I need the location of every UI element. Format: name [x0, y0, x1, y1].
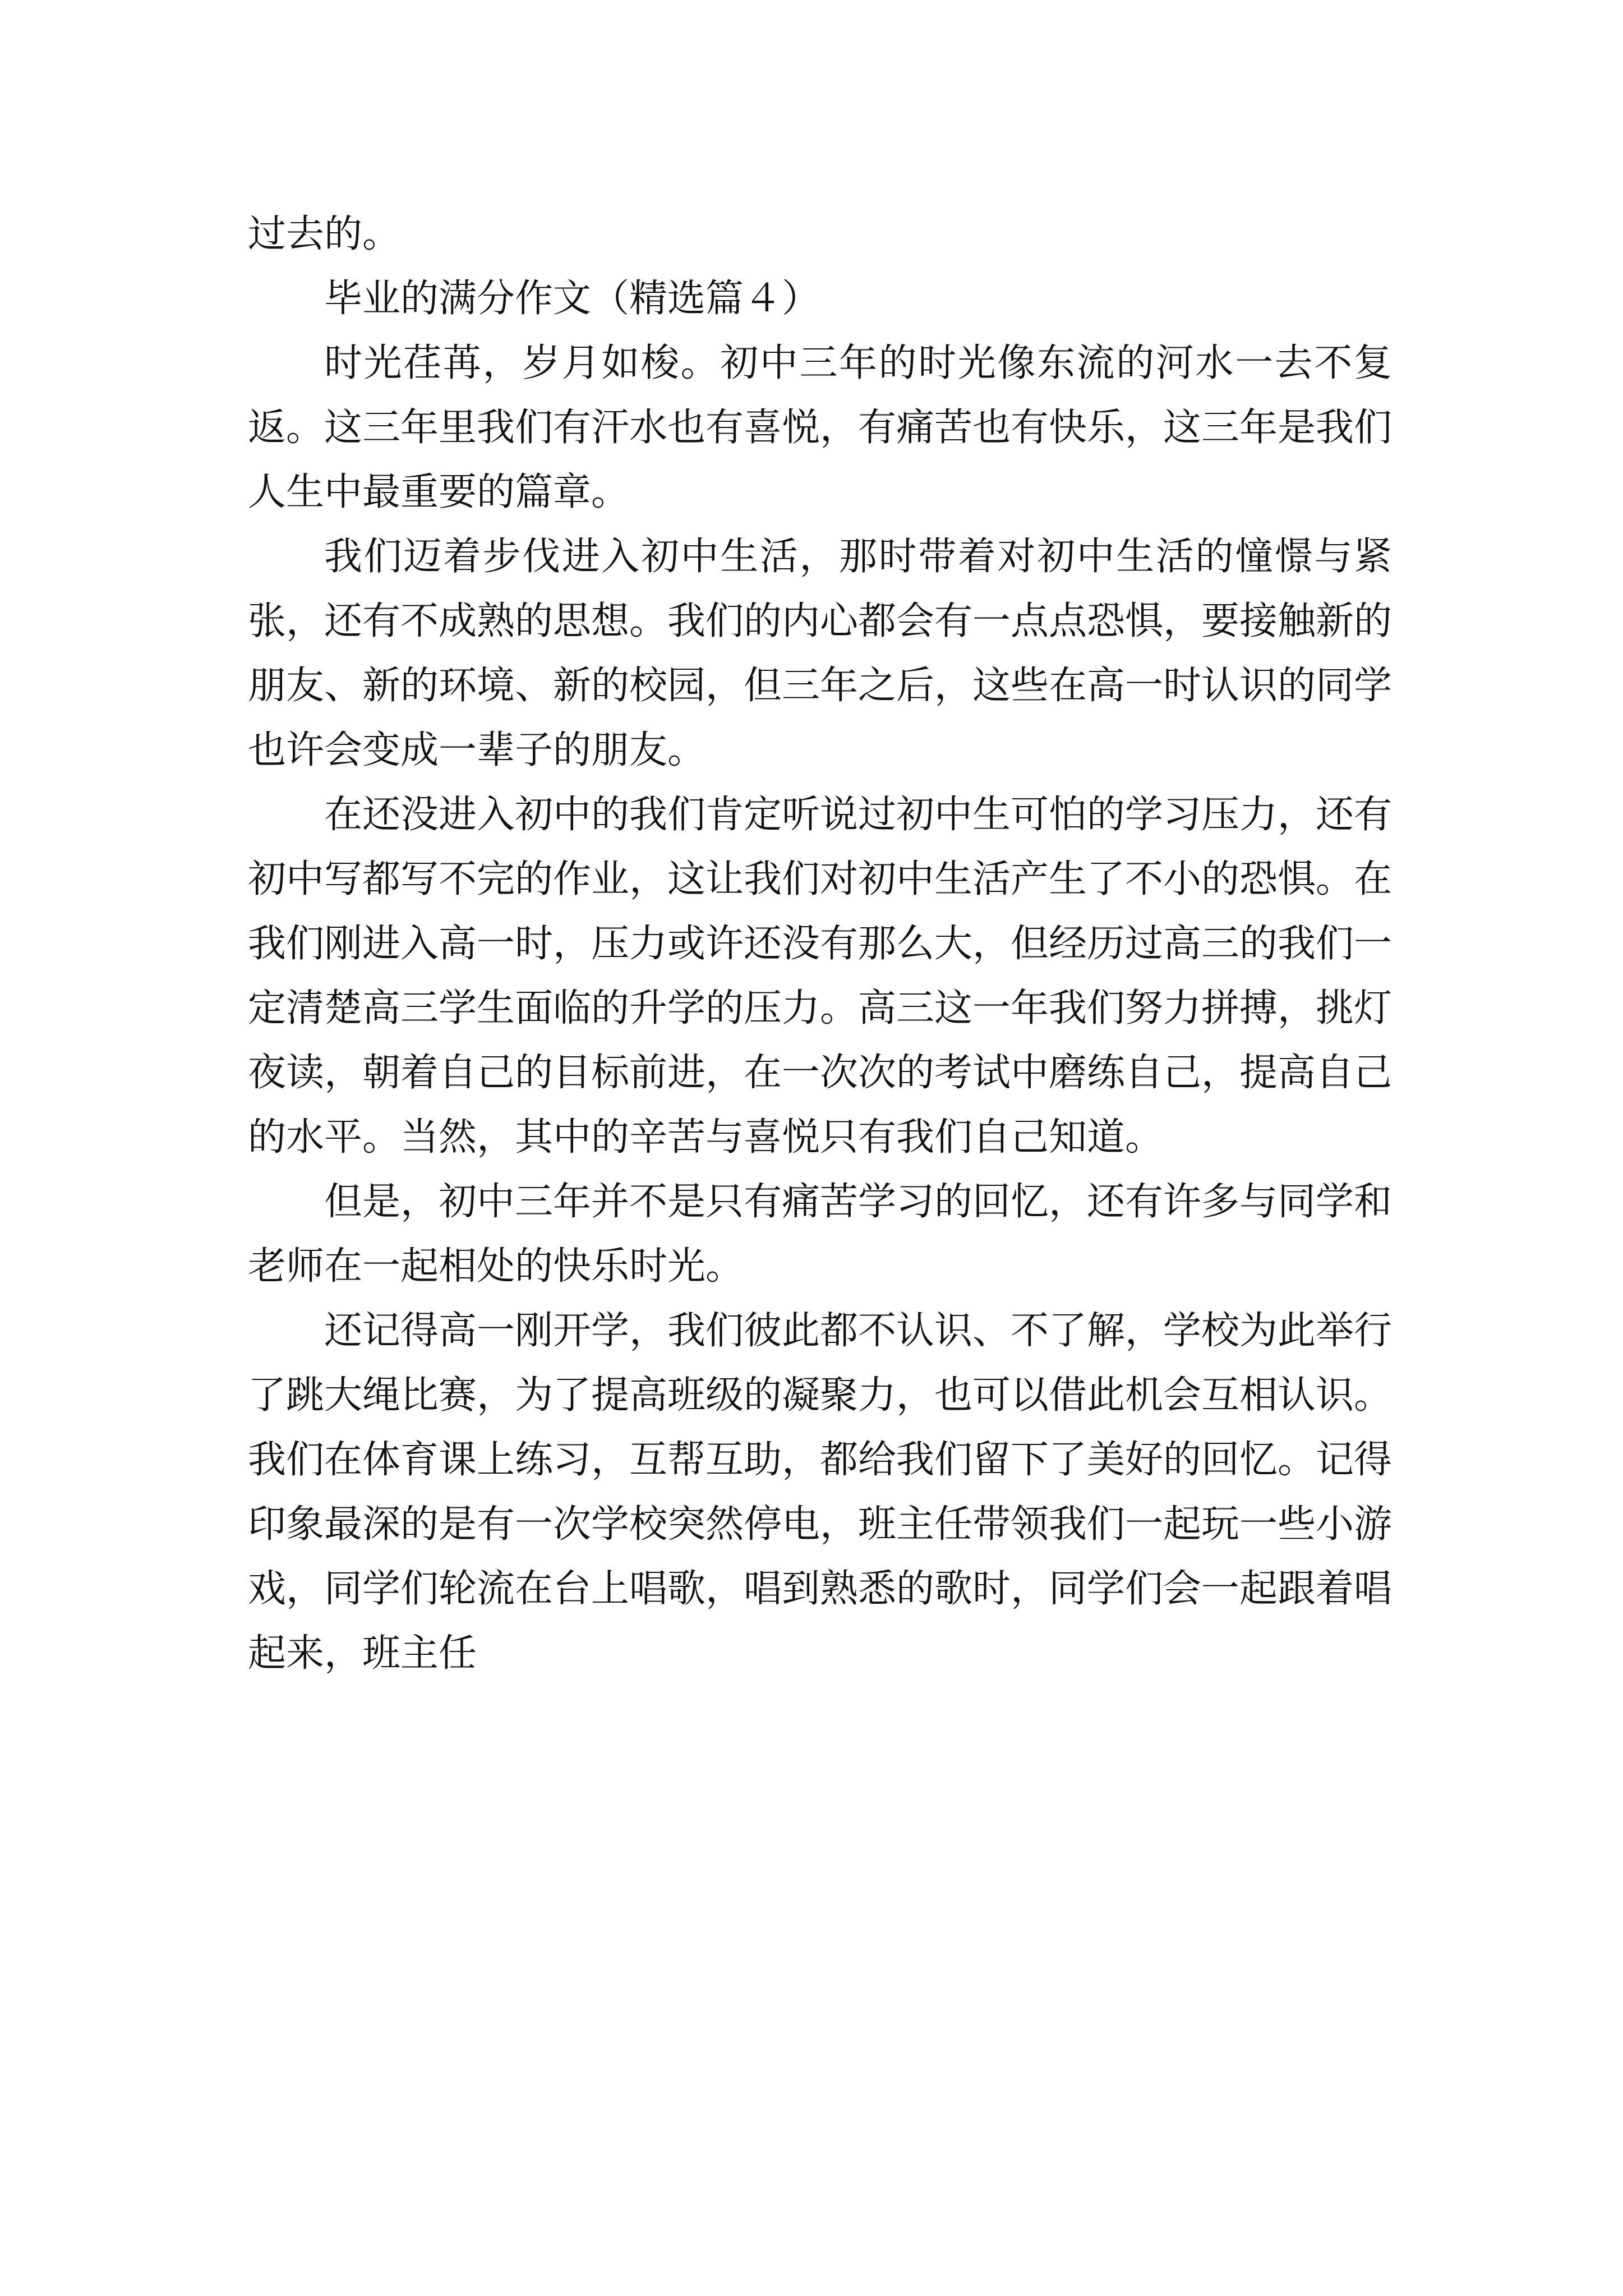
paragraph: 还记得高一刚开学，我们彼此都不认识、不了解，学校为此举行了跳大绳比赛，为了提高班级的凝聚力，也可以借此机会互相认识。我们在体育课上练习，互帮互助，都给我们留下了美好的回忆。记得印象最深的是有一次学校突然停电，班主任带领我们一起玩一些小游戏，同学们轮流在台上唱歌，唱到熟悉的歌时，同学们会一起跟着唱起来，班主任: [248, 1309, 1393, 1676]
paragraph-continuation: 过去的。: [248, 212, 401, 256]
paragraph: 在还没进入初中的我们肯定听说过初中生可怕的学习压力，还有初中写都写不完的作业，这让我们对初中生活产生了不小的恐惧。在我们刚进入高一时，压力或许还没有那么大，但经历过高三的我们一定清楚高三学生面临的升学的压力。高三这一年我们努力拼搏，挑灯夜读，朝着自己的目标前进，在一次次的考试中磨练自己，提高自己的水平。当然，其中的辛苦与喜悦只有我们自己知道。: [248, 793, 1393, 1159]
article-body: [248, 202, 1392, 1686]
essay-heading: 毕业的满分作文（精选篇４）: [324, 277, 820, 321]
paragraph: 我们迈着步伐进入初中生活，那时带着对初中生活的憧憬与紧张，还有不成熟的思想。我们的内心都会有一点点恐惧，要接触新的朋友、新的环境、新的校园，但三年之后，这些在高一时认识的同学也许会变成一辈子的朋友。: [248, 535, 1393, 772]
paragraph: 时光荏苒，岁月如梭。初中三年的时光像东流的河水一去不复返。这三年里我们有汗水也有喜悦，有痛苦也有快乐，这三年是我们人生中最重要的篇章。: [248, 341, 1393, 514]
paragraph: 但是，初中三年并不是只有痛苦学习的回忆，还有许多与同学和老师在一起相处的快乐时光。: [248, 1180, 1393, 1289]
